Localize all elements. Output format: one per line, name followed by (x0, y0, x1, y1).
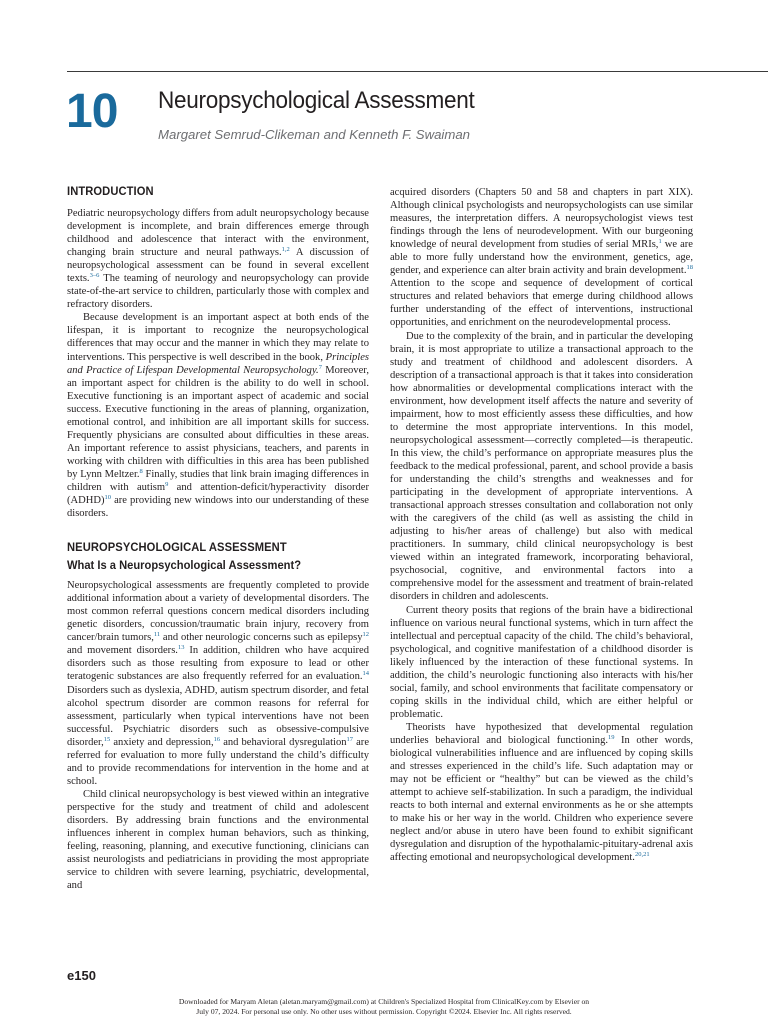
paragraph: acquired disorders (Chapters 50 and 58 and chapters in part XIX). Although clinical psychologists and neuropsychologists can use similar measures, the interpretation differs. A neuropsychologist views test findings through the lens of neurodevelopment. With our burgeoning knowledge of neural development from studies of serial MRIs,$^1$ we are able to more fully understand how the environment, genetics, age, gender, and experience can alter brain activity and brain development.$^{18}$ Attention to the scope and sequence of development of cortical structures and related behaviors that emerge during childhood allows further understanding of the effect of interventions, instructional opportunities, and enrichment on the neurodevelopmental process. (390, 187, 693, 329)
footer-line: Downloaded for Maryam Aletan (aletan.maryam@gmail.com) at Children's Specialized Hospital from ClinicalKey.com by Elsevier on (178, 997, 590, 1006)
paragraph: Neuropsychological assessments are frequently completed to provide additional information about a variety of developmental disorders. The most common referral questions concern medical disorders including genetic disorders, concussion/traumatic brain injury, recovery from cancer/brain tumors,$^{11}$ and other neurologic concerns such as epilepsy$^{12}$ and movement disorders.$^{13}$ In addition, children who have acquired disorders such as those resulting from exposure to lead or other teratogenic substances are also frequently referred for an evaluation.$^{14}$ Disorders such as dyslexia, ADHD, autism spectrum disorder, and fetal alcohol spectrum disorder are common reasons for referral for assessment, particularly when typical interventions have not been successful. Psychiatric disorders such as obsessive-compulsive disorder,$^{15}$ anxiety and depression,$^{16}$ and behavioral dysregulation$^{17}$ are referred for evaluation to more fully understand the child’s difficulty and to provide recommendations for intervention in the home and at school. (67, 580, 370, 787)
paragraph: Due to the complexity of the brain, and in particular the developing brain, it is most appropriate to utilize a transactional approach to the study and treatment of childhood and adolescent disorders. A description of a transactional approach is that it takes into consideration how abnormalities or developmental complications interact with the environment, how development itself affects the nature and severity of impairment, how to most efficiently assess these difficulties, and how to determine the most appropriate interventions. In this model, neuropsychological assessment—correctly completed—is therapeutic. In this view, the child’s performance on appropriate measures plus the feedback to the medical professional, parent, and school provide a basis for understanding the child’s strengths and weaknesses and for participating in the development of appropriate interventions. A transactional approach stresses consultation and collaboration not only with the caregivers of the child (as well as assisting the child in adjusting to his/her areas of challenge) but also with medical practitioners. In summary, child clinical neuropsychology is best viewed within an integrated framework, incorporating behavioral, psychosocial, cognitive, and environmental factors into a comprehensive model for the assessment and treatment of brain-related disorders in children and adolescents. (390, 330, 693, 603)
header-rule (67, 71, 768, 72)
reference-link[interactable]: 8 (139, 467, 143, 475)
download-footer (0, 997, 768, 1016)
reference-link[interactable]: 1 (658, 238, 662, 246)
chapter-authors: Margaret Semrud-Clikeman and Kenneth F. Swaiman (158, 127, 471, 142)
page-number: e150 (67, 968, 96, 983)
book-title: Principles and Practice of Lifespan Developmental Neuropsychology. (67, 351, 369, 376)
subheading-what-is: What Is a Neuropsychological Assessment? (67, 558, 302, 573)
reference-link[interactable]: 1,2 (281, 246, 290, 254)
paragraph: Current theory posits that regions of the brain have a bidirectional influence on various neural functional systems, which in turn affect the intellectual and perceptual capacity of the child. The child’s behavioral, psychological, and cognitive manifestation of a childhood disorder is likely influenced by the interaction of these functional systems. In addition, the child’s neurologic functioning also interacts with his/her social, family, and school environments that facilitate compensatory or coping skills in the individual child, which are either helpful or problematic. (390, 604, 693, 720)
reference-link[interactable]: 18 (686, 264, 693, 272)
reference-link[interactable]: 14 (362, 670, 369, 678)
reference-link[interactable]: 19 (608, 733, 615, 741)
heading-neuropsychological-assessment: NEUROPSYCHOLOGICAL ASSESSMENT (67, 540, 287, 555)
reference-link[interactable]: 15 (103, 735, 111, 743)
reference-link[interactable]: 17 (346, 735, 354, 743)
heading-introduction: INTRODUCTION (67, 184, 154, 198)
reference-link[interactable]: 11 (153, 631, 161, 639)
chapter-title: Neuropsychological Assessment (158, 87, 475, 114)
reference-link[interactable]: 16 (213, 735, 221, 743)
paragraph: Pediatric neuropsychology differs from adult neuropsychology because development is incomplete, and brain differences emerge through childhood and adolescence that interact with the environment, changing brain structure and neural pathways.$^{1,2}$ A discussion of neuropsychological assessment can be found in several excellent texts.$^{3-6}$ The teaming of neurology and neuropsychology can provide state-of-the-art service to children, particularly those with complex and refractory disorders. (67, 208, 369, 311)
reference-link[interactable]: 3–6 (89, 272, 100, 280)
reference-link[interactable]: 12 (362, 631, 369, 639)
reference-link[interactable]: 9 (165, 480, 169, 488)
reference-link[interactable]: 20,21 (634, 851, 650, 859)
chapter-number: 10 (66, 85, 118, 138)
reference-link[interactable]: 7 (318, 363, 322, 371)
footer-line: July 07, 2024. For personal use only. No other uses without permission. Copyright ©2024. Elsevier Inc. All rights reserved. (196, 1006, 572, 1016)
paragraph: Child clinical neuropsychology is best viewed within an integrative perspective for the study and treatment of child and adolescent disorders. By addressing brain functions and the environmental influences inherent in complex human behaviors, such as thinking, feeling, reasoning, planning, and executive functioning, clinicians can assist neurologists and pediatricians in providing the most appropriate service to children with severe learning, psychiatric, developmental, and (67, 788, 369, 892)
paragraph: Theorists have hypothesized that developmental regulation underlies behavioral and biological functioning.$^{19}$ In other words, biological vulnerabilities influence and are influenced by coping skills and stresses experienced in the child’s life. Such adaptation may or may not be efficient or “healthy” but can be viewed as the child’s attempt to achieve self-stabilization. In such a paradigm, the individual reacts to both internal and external environments as he or she attempts to make his or her way in the world. Children who experience severe neglect and/or abuse in utero have been found to exhibit significant dysregulation and disruption of the hypothalamic-pituitary-adrenal axis affecting emotional and neuropsychological development.$^{20,21}$ (390, 721, 693, 864)
reference-link[interactable]: 10 (104, 494, 111, 502)
reference-link[interactable]: 13 (177, 644, 185, 652)
left-column (67, 184, 369, 892)
paragraph: Because development is an important aspect at both ends of the lifespan, it is important to recognize the neuropsychological differences that may occur and the manner in which they may relate to interventions. This perspective is well described in the book, Principles and Practice of Lifespan Developmental Neuropsychology.$^7$ Moreover, an important aspect for children is the ability to do well in school. Executive functioning is an important aspect of academic and social success. Executive functioning in the areas of planning, organization, emotional control, and inhibition are all important skills for success. Frequently physicians are consulted about difficulties in these areas. An important reference to assist physicians, teachers, and parents in working with children with difficulties in this area has been published by Lynn Meltzer.$^8$ Finally, studies that link brain imaging differences in children with autism$^9$ and attention-deficit/hyperactivity disorder (ADHD)$^{10}$ are providing new windows into our understanding of these disorders. (67, 312, 369, 520)
right-column (390, 186, 693, 864)
